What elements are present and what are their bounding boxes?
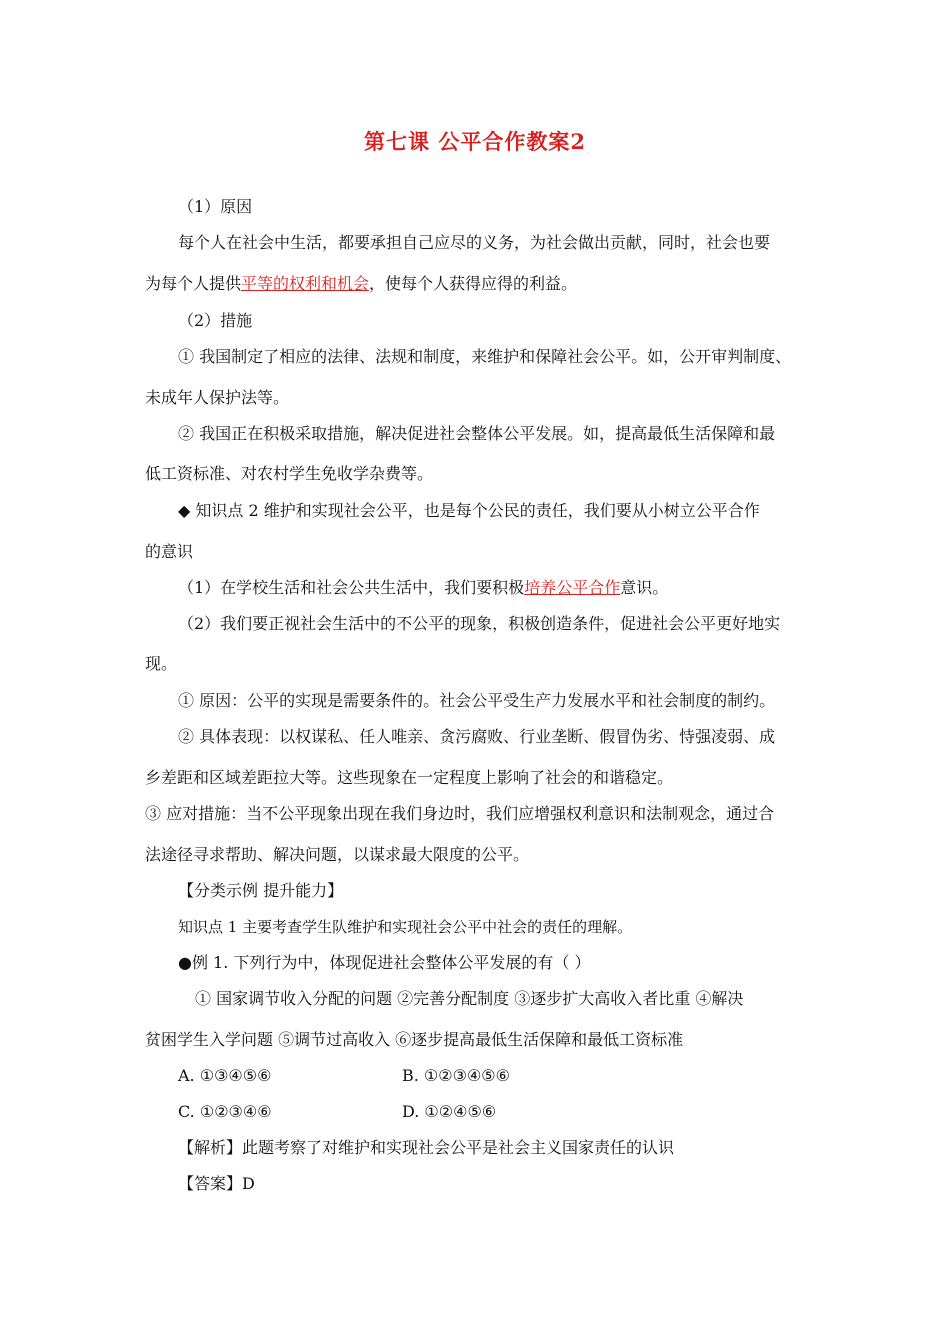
citizen-item-1-post: 意识。: [620, 578, 669, 597]
measures-heading: （2）措施: [178, 311, 253, 330]
reason-heading: （1）原因: [178, 197, 253, 216]
measure-2-line-1: ② 我国正在积极采取措施，解决促进社会整体公平发展。如，提高最低生活保障和最: [178, 424, 776, 443]
measure-1-line-1: ① 我国制定了相应的法律、法规和制度，来维护和保障社会公平。如，公开审判制度、: [178, 347, 792, 366]
section-examples-heading: 【分类示例 提升能力】: [178, 881, 344, 900]
document-title: 第七课 公平合作教案2: [364, 129, 586, 154]
answer: 【答案】D: [178, 1174, 255, 1193]
measure-1-line-2: 未成年人保护法等。: [145, 388, 290, 407]
option-d: D. ①②④⑤⑥: [402, 1102, 497, 1121]
reason-point-3-line-1: ③ 应对措施：当不公平现象出现在我们身边时，我们应增强权利意识和法制观念，通过合: [145, 804, 775, 823]
reason-point-3-line-2: 法途径寻求帮助、解决问题，以谋求最大限度的公平。: [145, 845, 530, 864]
knowledge-point-2-line-2: 的意识: [145, 542, 194, 561]
reason-line-2: [145, 274, 577, 294]
reason-line-2-pre: 为每个人提供: [145, 274, 242, 293]
knowledge-point-1: 知识点 1 主要考查学生队维护和实现社会公平中社会的责任的理解。: [178, 918, 633, 936]
citizen-item-1: [178, 578, 668, 598]
measure-2-line-2: 低工资标准、对农村学生免收学杂费等。: [145, 464, 434, 483]
highlight-fair-cooperation: 培养公平合作: [524, 578, 621, 597]
example-1-question: ●例 1. 下列行为中，体现促进社会整体公平发展的有（ ）: [178, 953, 591, 972]
option-a: A. ①③④⑤⑥: [178, 1066, 272, 1085]
citizen-item-2-line-1: （2）我们要正视社会生活中的不公平的现象，积极创造条件，促进社会公平更好地实: [178, 614, 781, 633]
example-1-items-line-1: ① 国家调节收入分配的问题 ②完善分配制度 ③逐步扩大高收入者比重 ④解决: [195, 989, 744, 1008]
option-c: C. ①②③④⑥: [178, 1102, 272, 1121]
knowledge-point-2-line-1: ◆ 知识点 2 维护和实现社会公平，也是每个公民的责任，我们要从小树立公平合作: [178, 501, 760, 520]
reason-point-1: ① 原因：公平的实现是需要条件的。社会公平受生产力发展水平和社会制度的制约。: [178, 691, 776, 710]
example-1-items-line-2: 贫困学生入学问题 ⑤调节过高收入 ⑥逐步提高最低生活保障和最低工资标准: [145, 1030, 684, 1049]
citizen-item-1-pre: （1）在学校生活和社会公共生活中，我们要积极: [178, 578, 525, 597]
option-b: B. ①②③④⑤⑥: [402, 1066, 510, 1085]
analysis: 【解析】此题考察了对维护和实现社会公平是社会主义国家责任的认识: [178, 1138, 675, 1157]
reason-line-2-post: ，使每个人获得应得的利益。: [369, 274, 578, 293]
reason-line-1: 每个人在社会中生活，都要承担自己应尽的义务，为社会做出贡献，同时，社会也要: [178, 233, 771, 252]
reason-point-2-line-2: 乡差距和区域差距拉大等。这些现象在一定程度上影响了社会的和谐稳定。: [145, 768, 674, 787]
highlight-equal-rights: 平等的权利和机会: [241, 274, 370, 293]
citizen-item-2-line-2: 现。: [145, 654, 178, 673]
reason-point-2-line-1: ② 具体表现：以权谋私、任人唯亲、贪污腐败、行业垄断、假冒伪劣、恃强凌弱、成: [178, 727, 776, 746]
